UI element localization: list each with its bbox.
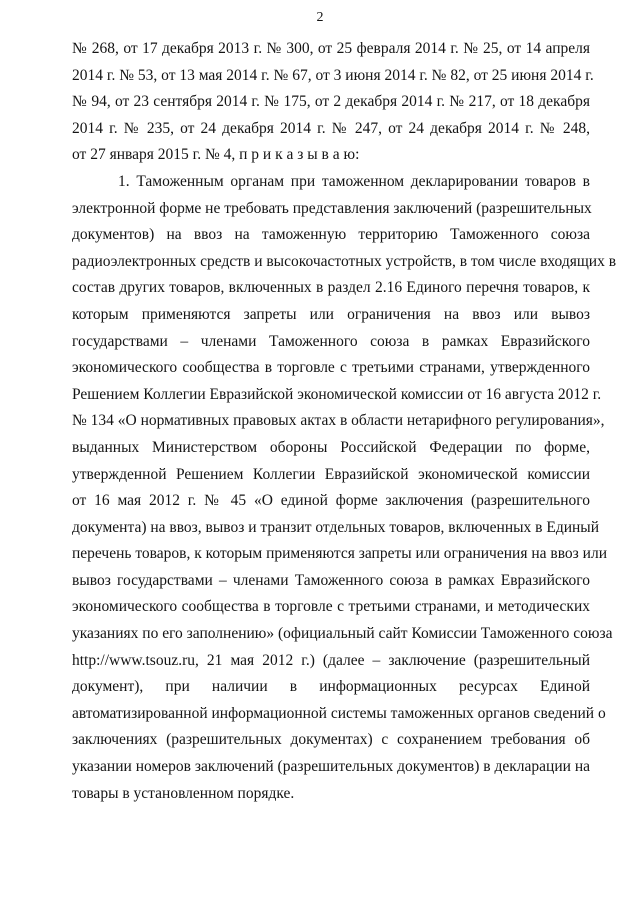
text-line: от 27 января 2015 г. № 4, п р и к а з ы в а ю: [72,146,360,164]
text-line: электронной форме не требовать представления заключений (разрешительных [72,199,592,217]
page-number: 2 [316,10,324,25]
text-line: 2014 г. № 53, от 13 мая 2014 г. № 67, от 3 июня 2014 г. № 82, от 25 июня 2014 г. [72,66,594,84]
paragraph-1-first-line: 1. Таможенным органам при таможенном декларировании товаров в [118,172,590,190]
text-line: экономического сообщества в торговле с третьими странами, и методических [72,598,590,616]
text-line: заключениях (разрешительных документах) с сохранением требования об [72,731,590,749]
text-line: перечень товаров, к которым применяются запреты или ограничения на ввоз или [72,545,607,563]
text-line: автоматизированной информационной системы таможенных органов сведений о [72,704,606,722]
text-line: http://www.tsouz.ru, 21 мая 2012 г.) (далее – заключение (разрешительный [72,651,590,669]
text-line: утвержденной Решением Коллегии Евразийской экономической комиссии [72,465,590,483]
text-line: экономического сообщества в торговле с третьими странами, утвержденного [72,359,590,377]
text-line: документ), при наличии в информационных ресурсах Единой [72,678,590,696]
text-line: Решением Коллегии Евразийской экономической комиссии от 16 августа 2012 г. [72,385,602,403]
document-body [72,36,617,807]
text-line: № 268, от 17 декабря 2013 г. № 300, от 25 февраля 2014 г. № 25, от 14 апреля [72,40,590,57]
text-line: государствами – членами Таможенного союза в рамках Евразийского [72,332,590,350]
text-line: 2014 г. № 235, от 24 декабря 2014 г. № 247, от 24 декабря 2014 г. № 248, [72,119,590,137]
text-line: документов) на ввоз на таможенную территорию Таможенного союза [72,226,590,244]
text-line: № 94, от 23 сентября 2014 г. № 175, от 2 декабря 2014 г. № 217, от 18 декабря [72,93,590,111]
text-line: товары в установленном порядке. [72,784,295,802]
text-line: указаниях по его заполнению» (официальный сайт Комиссии Таможенного союза [72,625,613,643]
text-line: выданных Министерством обороны Российской Федерации по форме, [72,438,590,456]
text-line: указании номеров заключений (разрешительных документов) в декларации на [72,758,590,776]
text-line: № 134 «О нормативных правовых актах в области нетарифного регулирования», [72,412,605,430]
text-line: состав других товаров, включенных в раздел 2.16 Единого перечня товаров, к [72,279,590,297]
text-line: от 16 мая 2012 г. № 45 «О единой форме заключения (разрешительного [72,492,590,510]
text-line: вывоз государствами – членами Таможенного союза в рамках Евразийского [72,571,590,589]
text-line: которым применяются запреты или ограничения на ввоз или вывоз [72,305,590,323]
text-line: радиоэлектронных средств и высокочастотных устройств, в том числе входящих в [72,252,617,270]
text-line: документа) на ввоз, вывоз и транзит отдельных товаров, включенных в Единый [72,518,599,536]
